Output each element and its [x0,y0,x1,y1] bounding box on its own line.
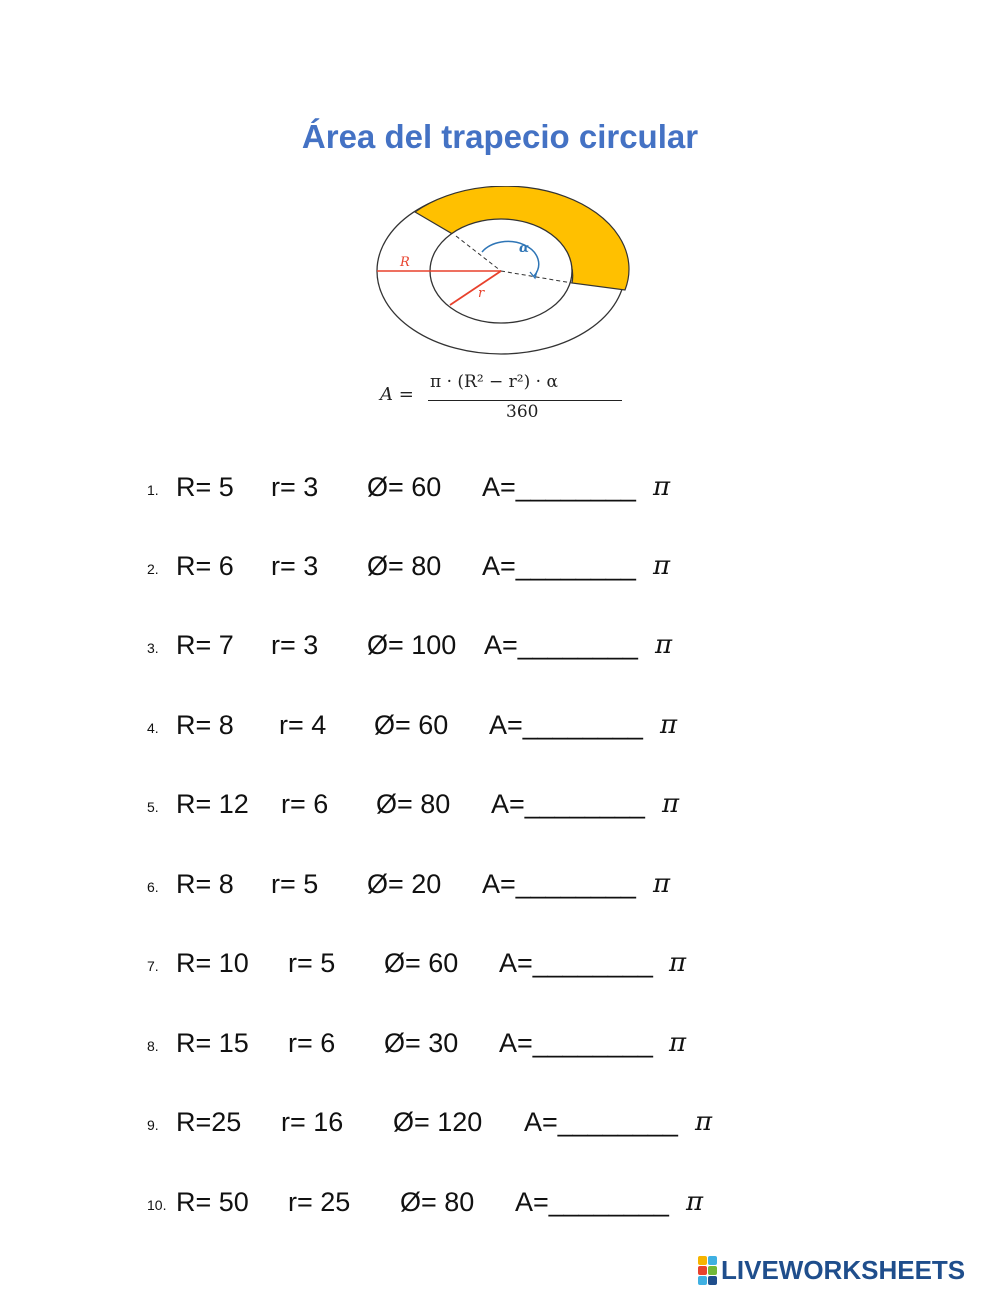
liveworksheets-logo-icon [698,1256,717,1285]
exercise-R: R=25 [176,1107,242,1137]
answer-blank[interactable]: A=________ [489,710,643,740]
exercise-R: R= 10 [176,948,249,978]
liveworksheets-logo [698,1254,965,1286]
pi-symbol: π [653,869,671,899]
exercise-r: r= 5 [271,869,319,899]
exercise-r: r= 6 [281,789,329,819]
exercise-angle: Ø= 80 [376,789,451,819]
answer-blank[interactable]: A=________ [499,948,653,978]
exercise-number: 4. [147,720,159,736]
formula-denominator: 360 [506,402,539,422]
exercise-number: 1. [147,482,159,498]
exercise-R: R= 50 [176,1187,249,1217]
exercise-r: r= 3 [271,472,319,502]
exercise-angle: Ø= 60 [384,948,459,978]
answer-blank[interactable]: A=________ [484,630,638,660]
exercise-r: r= 25 [288,1187,351,1217]
exercise-r: r= 3 [271,551,319,581]
pi-symbol: π [669,1028,687,1058]
exercise-number: 9. [147,1117,159,1133]
exercise-angle: Ø= 80 [367,551,442,581]
answer-blank[interactable]: A=________ [515,1187,669,1217]
exercise-R: R= 12 [176,789,249,819]
circular-trapezoid-diagram [370,186,630,366]
answer-blank[interactable]: A=________ [482,869,636,899]
answer-blank[interactable]: A=________ [482,472,636,502]
exercise-R: R= 5 [176,472,234,502]
pi-symbol: π [686,1187,704,1217]
answer-blank[interactable]: A=________ [482,551,636,581]
label-R: R [400,255,410,270]
exercise-angle: Ø= 60 [367,472,442,502]
exercise-r: r= 3 [271,630,319,660]
exercise-r: r= 16 [281,1107,344,1137]
exercise-angle: Ø= 30 [384,1028,459,1058]
pi-symbol: π [653,472,671,502]
formula-numerator: π · (R² − r²) · α [430,372,558,392]
exercise-number: 3. [147,640,159,656]
exercise-number: 2. [147,561,159,577]
exercise-number: 5. [147,799,159,815]
exercise-number: 10. [147,1197,167,1213]
exercise-R: R= 8 [176,710,234,740]
exercise-number: 6. [147,879,159,895]
answer-blank[interactable]: A=________ [499,1028,653,1058]
exercise-r: r= 6 [288,1028,336,1058]
logo-text: LIVEWORKSHEETS [721,1254,966,1285]
exercise-R: R= 6 [176,551,234,581]
exercise-R: R= 15 [176,1028,249,1058]
exercise-r: r= 4 [279,710,327,740]
pi-symbol: π [695,1107,713,1137]
exercise-number: 7. [147,958,159,974]
exercise-angle: Ø= 100 [367,630,457,660]
answer-blank[interactable]: A=________ [524,1107,678,1137]
exercise-angle: Ø= 20 [367,869,442,899]
label-r: r [478,286,485,301]
area-formula [378,372,628,424]
label-alpha: α [519,241,530,256]
pi-symbol: π [655,630,673,660]
exercise-R: R= 8 [176,869,234,899]
pi-symbol: π [660,710,678,740]
exercise-r: r= 5 [288,948,336,978]
exercise-number: 8. [147,1038,159,1054]
pi-symbol: π [662,789,680,819]
exercise-R: R= 7 [176,630,234,660]
formula-lhs: A = [380,384,414,405]
exercise-angle: Ø= 60 [374,710,449,740]
exercise-angle: Ø= 120 [393,1107,483,1137]
exercise-angle: Ø= 80 [400,1187,475,1217]
pi-symbol: π [669,948,687,978]
pi-symbol: π [653,551,671,581]
page-title: Área del trapecio circular [301,118,699,155]
fraction-bar [428,400,622,401]
answer-blank[interactable]: A=________ [491,789,645,819]
